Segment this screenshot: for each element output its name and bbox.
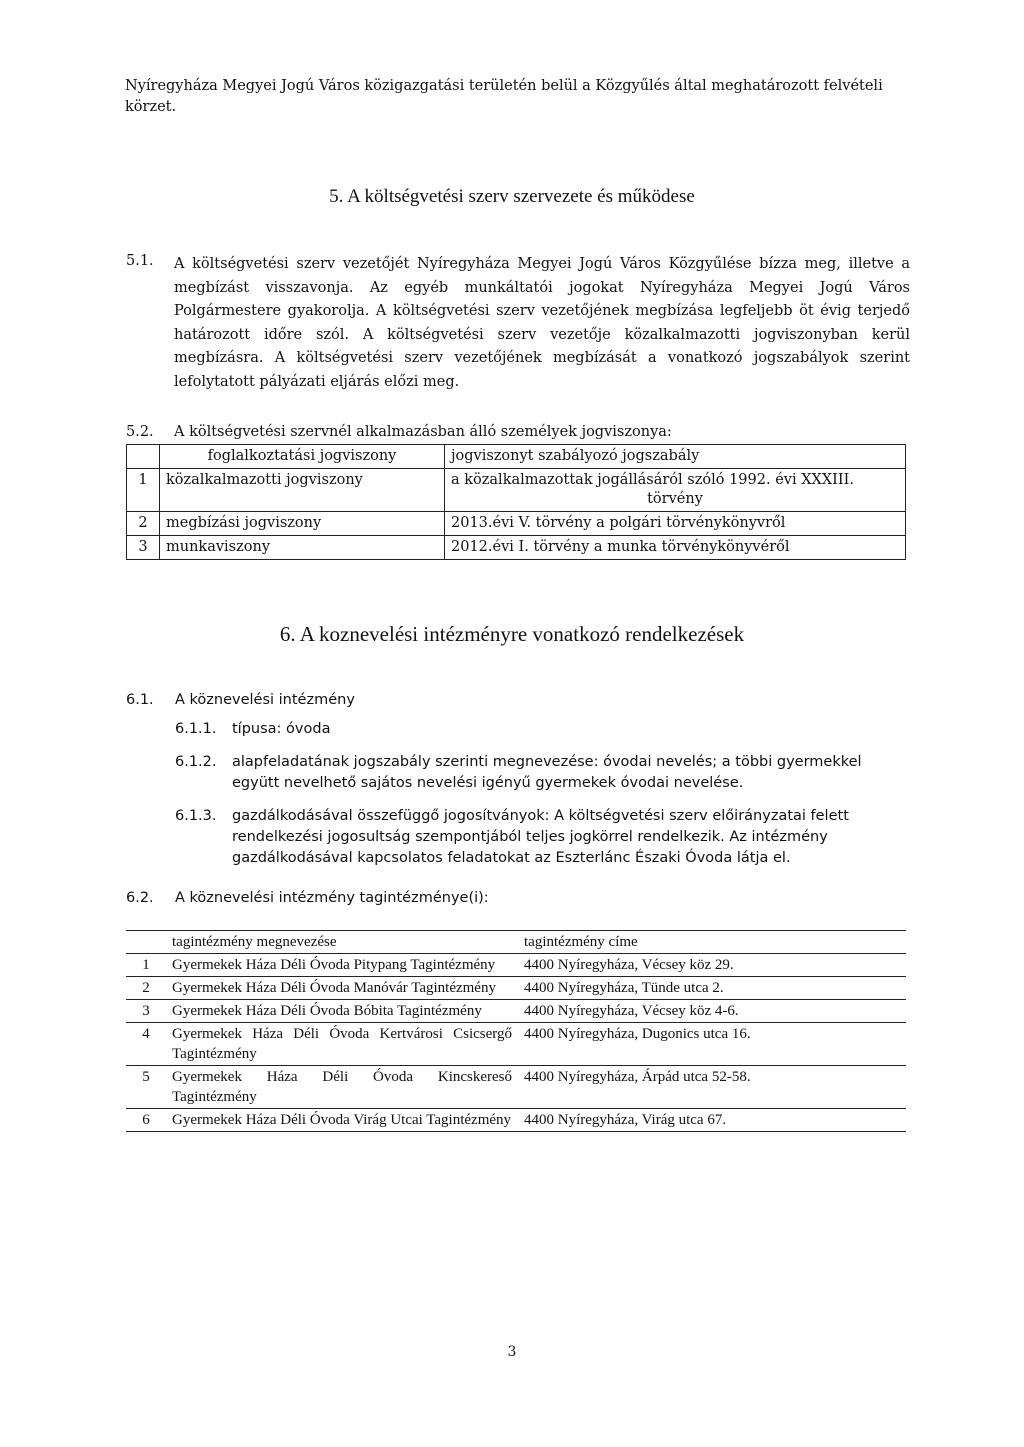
institution-name: Gyermekek Háza Déli Óvoda Pitypang Tagintézmény	[166, 954, 518, 977]
section-5-2-text: A költségvetési szervnél alkalmazásban álló személyek jogviszonya:	[174, 424, 672, 440]
section-6-1-1-text: típusa: óvoda	[232, 721, 331, 737]
table-row	[127, 469, 906, 512]
row-number: 1	[127, 469, 160, 512]
regulation-text: 2013.évi V. törvény a polgári törvénykönyvről	[445, 512, 906, 536]
institution-name: Gyermekek Háza Déli Óvoda Virág Utcai Tagintézmény	[166, 1109, 518, 1132]
row-number: 3	[126, 1000, 166, 1023]
row-number: 3	[127, 536, 160, 560]
table-row	[127, 512, 906, 536]
section-5-1-text: A költségvetési szerv vezetőjét Nyíregyháza Megyei Jogú Város Közgyűlése bízza meg, illetve a megbízást visszavonja. Az egyéb munkáltatói jogokat Nyíregyháza Megyei Jogú Város Polgármestere gyakorolja. A költségvetési szerv vezetőjének megbízása legfeljebb öt évig terjedő határozott időre szól. A költségvetési szerv vezetője közalkalmazotti jogviszonyban kerül megbízásra. A költségvetési szerv vezetőjének megbízását a vonatkozó jogszabályok szerint lefolytatott pályázati eljárás előzi meg.	[174, 256, 910, 390]
relation-type: munkaviszony	[160, 536, 445, 560]
row-number: 2	[127, 512, 160, 536]
institution-name: Gyermekek Háza Déli Óvoda Bóbita Tagintézmény	[166, 1000, 518, 1023]
table-row	[126, 954, 906, 977]
section-6-1-number: 6.1.	[126, 692, 154, 708]
intro-paragraph: Nyíregyháza Megyei Jogú Város közigazgatási területén belül a Közgyűlés által meghatározott felvételi körzet.	[125, 78, 883, 115]
section-6-1-3-text: gazdálkodásával összefüggő jogosítványok: A költségvetési szerv előirányzatai felett rendelkezési jogosultság szempontjából teljes jogkörrel rendelkezik. Az intézmény gazdálkodásával kapcsolatos feladatokat az Eszterlánc Északi Óvoda látja el.	[232, 808, 849, 866]
table-row	[127, 536, 906, 560]
regulation-text: a közalkalmazottak jogállásáról szóló 1992. évi XXXIII.	[451, 472, 854, 488]
section-6-1-3-number: 6.1.3.	[175, 808, 217, 824]
table-header-cell	[127, 445, 160, 469]
relation-type: közalkalmazotti jogviszony	[160, 469, 445, 512]
section-6-2-number: 6.2.	[126, 890, 154, 906]
regulation-cell	[445, 469, 906, 512]
section-6-title: 6. A koznevelési intézményre vonatkozó rendelkezések	[279, 622, 745, 646]
section-6-1-text: A köznevelési intézmény	[175, 692, 355, 708]
section-5-2-number: 5.2.	[126, 424, 154, 440]
row-number: 2	[126, 977, 166, 1000]
table-header-cell: jogviszonyt szabályozó jogszabály	[445, 445, 906, 469]
table-header-cell: tagintézmény címe	[518, 931, 906, 954]
table-row	[126, 1066, 906, 1109]
section-5-1-number: 5.1.	[126, 253, 154, 269]
table-row	[126, 1109, 906, 1132]
section-6-2-text: A köznevelési intézmény tagintézménye(i):	[175, 890, 489, 906]
institution-address: 4400 Nyíregyháza, Vécsey köz 4-6.	[518, 1000, 906, 1023]
table-header-cell	[126, 931, 166, 954]
row-number: 5	[126, 1066, 166, 1109]
regulation-text-cont: törvény	[647, 491, 703, 507]
institution-address: 4400 Nyíregyháza, Dugonics utca 16.	[518, 1023, 906, 1066]
institution-address: 4400 Nyíregyháza, Virág utca 67.	[518, 1109, 906, 1132]
section-6-1-1-number: 6.1.1.	[175, 721, 217, 737]
row-number: 6	[126, 1109, 166, 1132]
institution-address: 4400 Nyíregyháza, Tünde utca 2.	[518, 977, 906, 1000]
page-number: 3	[507, 1344, 517, 1360]
table-header-cell: foglalkoztatási jogviszony	[160, 445, 445, 469]
row-number: 4	[126, 1023, 166, 1066]
institution-name: Gyermekek Háza Déli Óvoda Kincskereső Tagintézmény	[166, 1066, 518, 1109]
table-header-row	[126, 931, 906, 954]
institution-address: 4400 Nyíregyháza, Árpád utca 52-58.	[518, 1066, 906, 1109]
member-institutions-table	[126, 930, 906, 1132]
row-number: 1	[126, 954, 166, 977]
regulation-text: 2012.évi I. törvény a munka törvénykönyvéről	[445, 536, 906, 560]
table-header-cell: tagintézmény megnevezése	[166, 931, 518, 954]
section-6-1-2-number: 6.1.2.	[175, 754, 217, 770]
table-row	[126, 1000, 906, 1023]
section-5-title: 5. A költségvetési szerv szervezete és működese	[329, 186, 695, 207]
table-header-row	[127, 445, 906, 469]
relation-type: megbízási jogviszony	[160, 512, 445, 536]
institution-name: Gyermekek Háza Déli Óvoda Manóvár Tagintézmény	[166, 977, 518, 1000]
institution-name: Gyermekek Háza Déli Óvoda Kertvárosi Csicsergő Tagintézmény	[166, 1023, 518, 1066]
table-row	[126, 977, 906, 1000]
table-row	[126, 1023, 906, 1066]
institution-address: 4400 Nyíregyháza, Vécsey köz 29.	[518, 954, 906, 977]
employment-relations-table	[126, 444, 906, 560]
section-6-1-2-text: alapfeladatának jogszabály szerinti megnevezése: óvodai nevelés; a többi gyermekkel együtt nevelhető sajátos nevelési igényű gyermekek óvodai nevelése.	[232, 754, 862, 791]
